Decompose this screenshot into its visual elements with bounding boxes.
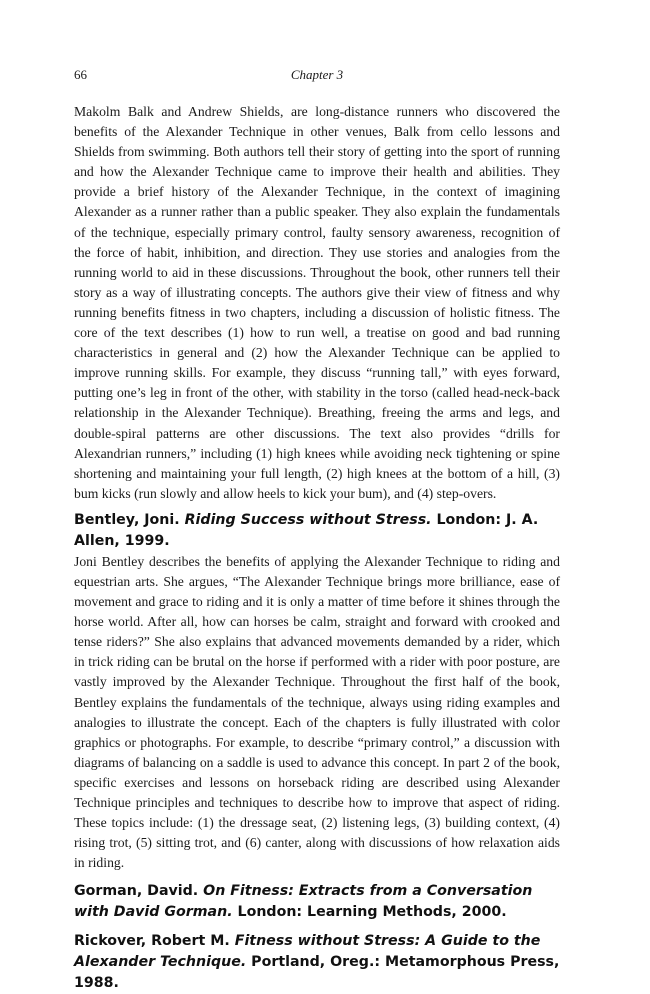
bibliography-entry-gorman	[74, 881, 560, 923]
entry-heading	[74, 931, 560, 994]
entry-publication: London: Learning Methods, 2000.	[237, 904, 507, 921]
entry-title: Riding Success without Stress.	[184, 511, 432, 528]
entry-title: On Fitness: Extracts from a Conversation with David Gorman.	[74, 883, 533, 921]
page-number: 66	[74, 67, 87, 82]
bibliography-entry-bentley	[74, 510, 560, 874]
bibliography-entry-rickover	[74, 931, 560, 994]
opening-paragraph: Makolm Balk and Andrew Shields, are long-distance runners who discovered the benefits of the Alexander Technique in other venues, Balk from cello lessons and Shields from swimming. Both authors tell their story of getting into the sport of running and how the Alexander Technique came to improve their health and abilities. They provide a brief history of the Alexander Technique, in the context of imagining Alexander as a runner rather than a public speaker. They also explain the fundamentals of the technique, especially primary control, faulty sensory awareness, recognition of the force of habit, inhibition, and direction. They use stories and analogies from the running world to aid in these discussions. Throughout the book, other runners tell their story as a way of illustrating concepts. The authors give their view of fitness and why running benefits fitness in two chapters, including a discussion of holistic fitness. The core of the text describes (1) how to run well, a treatise on good and bad running characteristics in general and (2) how the Alexander Technique can be applied to improve running skills. For example, they discuss “running tall,” with eyes forward, putting one’s leg in front of the other, with stability in the torso (called head-neck-back relationship in the Alexander Technique). Breathing, freeing the arms and legs, and double-spiral patterns are other discussions. The text also provides “drills for Alexandrian runners,” including (1) high knees while avoiding neck tightening or spine shortening and maintaining your full length, (2) high knees at the bottom of a hill, (3) bum kicks (run slowly and allow heels to kick your bum), and (4) step-overs.	[74, 104, 560, 501]
entry-publication: Portland, Oreg.: Metamorphous Press, 1988.	[74, 954, 560, 992]
chapter-label: Chapter 3	[290, 67, 344, 82]
entry-title: Fitness without Stress: A Guide to the Alexander Technique.	[74, 933, 541, 971]
entry-heading	[74, 510, 560, 552]
entry-publication: London: J. A. Allen, 1999.	[74, 511, 539, 549]
entry-author: Rickover, Robert M.	[74, 933, 230, 950]
running-head	[74, 66, 560, 84]
book-page	[74, 66, 560, 994]
entry-author: Gorman, David.	[74, 883, 199, 900]
entry-author: Bentley, Joni.	[74, 511, 180, 528]
entry-heading	[74, 881, 560, 923]
entry-annotation: Joni Bentley describes the benefits of applying the Alexander Technique to riding and equestrian arts. She argues, “The Alexander Technique brings more brilliance, ease of movement and grace to riding and it is only a matter of time before it shines through the horse world. After all, how can horses be calm, straight and forward with crooked and tense riders?” She also explains that advanced movements demanded by a rider, which in trick riding can be brutal on the horse if performed with a rider with poor posture, are vastly improved by the Alexander Technique. Throughout the first half of the book, Bentley explains the fundamentals of the technique, always using riding examples and analogies to illustrate the concept. Each of the chapters is fully illustrated with color graphics or photographs. For example, to describe “primary control,” a discussion with diagrams of balancing on a saddle is used to advance this concept. In part 2 of the book, specific exercises and lessons on horseback riding are described using Alexander Technique principles and techniques to describe how to improve that aspect of riding. These topics include: (1) the dressage seat, (2) listening legs, (3) building context, (4) rising trot, (5) sitting trot, and (6) canter, along with discussions of how relaxation aids in riding.	[74, 553, 560, 871]
